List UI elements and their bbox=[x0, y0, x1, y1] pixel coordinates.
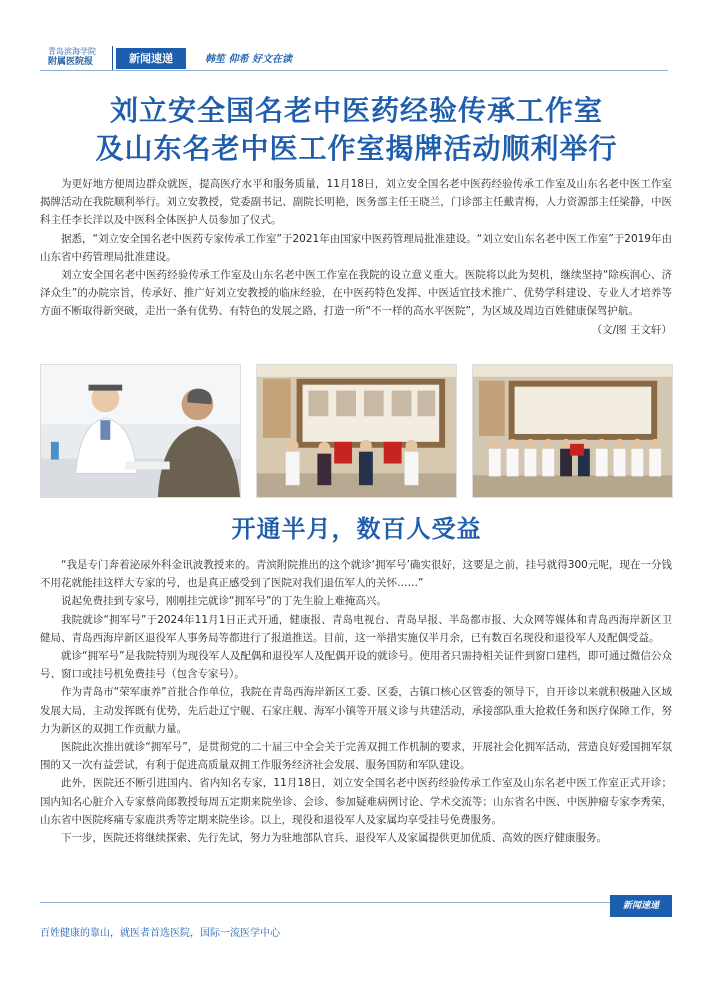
article2-paragraph: 医院此次推出就诊“拥军号”，是贯彻党的二十届三中全会关于完善双拥工作机制的要求，开展社会化拥军活动，营造良好爱国拥军氛围的又一次有益尝试，有利于促进高质量双拥工作服务经济社会发展、服务国防和军队建设。 bbox=[40, 741, 672, 772]
article1-paragraph: 为更好地方便周边群众就医，提高医疗水平和服务质量，11月18日，刘立安全国名老中医药经验传承工作室及山东名老中医工作室揭牌活动在我院顺利举行。刘立安教授，党委副书记、副院长明艳，医务部主任王晓兰，门诊部主任戴青梅，人力资源部主任梁静，中医科主任李长洋以及中医科全体医护人员参加了仪式。 bbox=[40, 178, 672, 227]
logo-line2: 附属医院报 bbox=[48, 57, 94, 67]
section-tag: 新闻速递 bbox=[116, 48, 186, 69]
article2-body bbox=[40, 556, 672, 847]
header-motto: 韩笙 仰希 好文在读 bbox=[205, 54, 292, 65]
article2-paragraph: 就诊“拥军号”是我院特别为现役军人及配偶和退役军人及配偶开设的就诊号。使用者只需持相关证件到窗口建档，即可通过微信公众号、窗口或挂号机免费挂号（包含专家号）。 bbox=[40, 650, 672, 681]
article2-paragraph: 说起免费挂到专家号，刚刚挂完就诊“拥军号”的丁先生脸上难掩高兴。 bbox=[61, 595, 387, 608]
article1-credit: （文/图 王文轩） bbox=[591, 323, 672, 336]
page-header bbox=[0, 0, 713, 80]
article2-paragraph: 我院就诊“拥军号”于2024年11月1日正式开通，健康报、青岛电视台、青岛早报、半岛都市报、大众网等媒体和青岛西海岸新区卫健局、青岛西海岸新区退役军人事务局等都进行了报道推送。目前，这一举措实施仅半月余，已有数百名现役和退役军人及配偶受益。 bbox=[40, 613, 672, 644]
footer-section-tag: 新闻速递 bbox=[610, 895, 672, 917]
header-rule bbox=[40, 70, 668, 71]
newspaper-logo bbox=[48, 46, 108, 68]
photo-strip bbox=[40, 364, 672, 498]
article2-paragraph: 此外，医院还不断引进国内、省内知名专家，11月18日，刘立安全国名老中医药经验传承工作室及山东名老中医工作室正式开诊；国内知名心脏介入专家蔡尚郎教授每周五定期来院坐诊、会诊、参加疑难病例讨论、学术交流等；山东省名中医、中医肿瘤专家李秀荣，山东省中医院疼痛专家鹿洪秀等定期来院坐诊。以上，现役和退役军人及家属均享受挂号免费服务。 bbox=[40, 777, 672, 826]
article2-paragraph: “我是专门奔着泌尿外科金讯波教授来的。青滨附院推出的这个就诊‘拥军号’确实很好，这要是之前，挂号就得300元呢，现在一分钱不用花就能挂这样大专家的号，也是真正感受到了医院对我们退伍军人的关怀……” bbox=[40, 559, 672, 590]
article2-paragraph: 下一步，医院还将继续探索、先行先试，努力为驻地部队官兵、退役军人及家属提供更加优质、高效的医疗健康服务。 bbox=[61, 832, 607, 845]
article1-body bbox=[40, 175, 672, 339]
footer-slogan: 百姓健康的靠山，就医者首选医院，国际一流医学中心 bbox=[40, 928, 280, 939]
footer-rule bbox=[40, 902, 634, 903]
group-photo-illustration bbox=[473, 365, 672, 497]
article1-paragraph: 据悉，“刘立安全国名老中医药专家传承工作室”于2021年由国家中医药管理局批准建设。“刘立安山东名老中医工作室”于2019年由山东省中药管理局批准建设。 bbox=[40, 232, 672, 263]
headline-line2: 及山东名老中医工作室揭牌活动顺利举行 bbox=[95, 132, 618, 165]
photo-group bbox=[472, 364, 673, 498]
consultation-illustration bbox=[41, 365, 240, 497]
photo-unveiling bbox=[256, 364, 457, 498]
photo-consultation bbox=[40, 364, 241, 498]
header-divider bbox=[112, 46, 113, 70]
article2-paragraph: 作为青岛市“荣军康养”首批合作单位，我院在青岛西海岸新区工委、区委，古镇口核心区管委的领导下，自开诊以来就积极融入区域发展大局，主动发挥既有优势，先后赴辽宁舰、石家庄舰、海军小镇等开展义诊与共建活动，承接部队重大抢救任务和医疗保障工作，努力为新区的双拥工作贡献力量。 bbox=[40, 686, 672, 735]
logo-line1: 青岛滨海学院 bbox=[48, 47, 96, 56]
article-headline bbox=[0, 92, 713, 168]
unveiling-illustration bbox=[257, 365, 456, 497]
article1-paragraph-text: 刘立安全国名老中医药经验传承工作室及山东名老中医工作室在我院的设立意义重大。医院将以此为契机，继续坚持“除疾润心、济泽众生”的办院宗旨，传承好、推广好刘立安教授的临床经验，在中医药特色发挥、中医适宜技术推广、优势学科建设、专业人才培养等方面不断取得新突破，走出一条有优势、有特色的发展之路，打造一所“不一样的高水平医院”，为区域及周边百姓健康保驾护航。 bbox=[40, 269, 672, 318]
section-subhead: 开通半月，数百人受益 bbox=[231, 515, 482, 543]
article1-paragraph bbox=[40, 266, 672, 321]
headline-line1: 刘立安全国名老中医药经验传承工作室 bbox=[109, 94, 603, 127]
